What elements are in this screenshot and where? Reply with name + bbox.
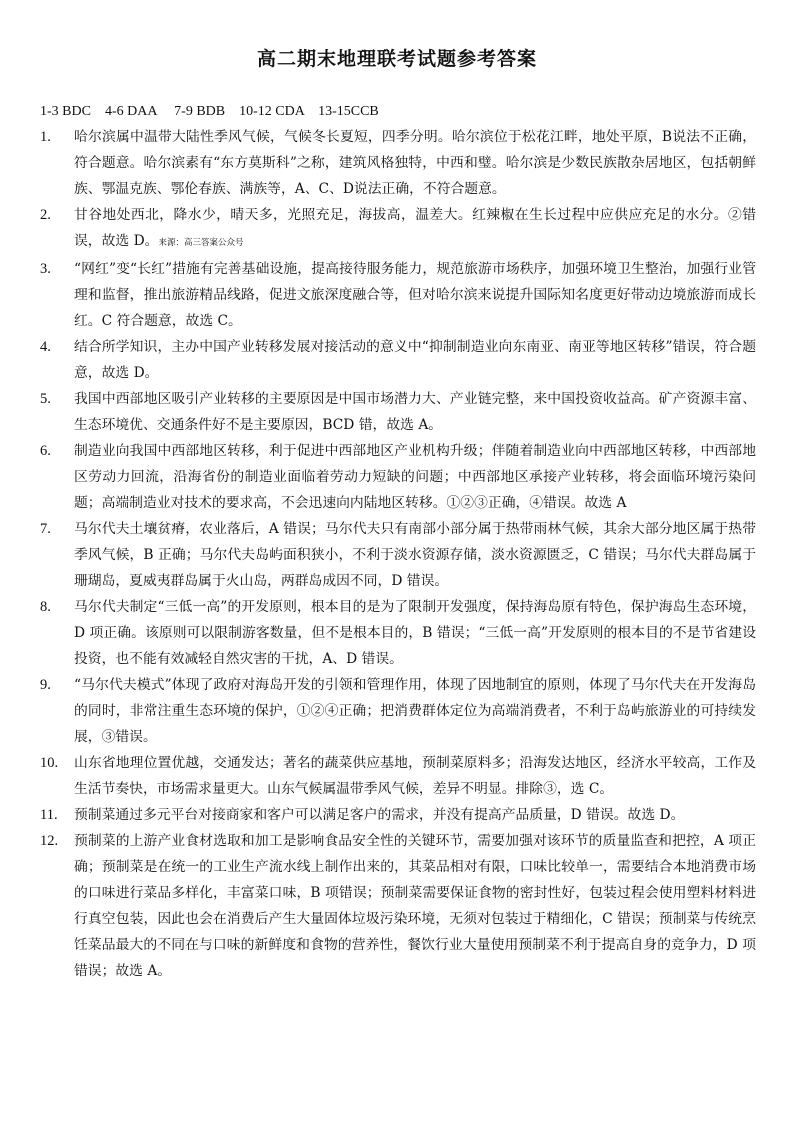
item-text: 山东省地理位置优越，交通发达；著名的蔬菜供应基地，预制菜原料多；沿海发达地区，经济水平较高，工作及生活节奏快，市场需求量更大。山东气候属温带季风气候，差异不明显。排除③，选 C。 xyxy=(74,755,756,797)
item-text: 预制菜通过多元平台对接商家和客户可以满足客户的需求，并没有提高产品质量，D 错误。故选 D。 xyxy=(74,807,685,823)
explanation-item xyxy=(40,828,756,984)
explanation-item xyxy=(40,672,756,750)
explanation-item xyxy=(40,802,756,828)
item-number: 6. xyxy=(40,443,51,459)
explanation-item xyxy=(40,202,756,256)
source-note: 来源：高三答案公众号 xyxy=(158,238,244,248)
item-text: 制造业向我国中西部地区转移，利于促进中西部地区产业机构升级；伴随着制造业向中西部地区转移，中西部地区劳动力回流，沿海省份的制造业面临着劳动力短缺的问题；中西部地区承接产业转移，将会面临环境污染问题；高端制造业对技术的要求高，不会迅速向内陆地区转移。①②③正确，④错误。故选 A xyxy=(74,443,756,511)
answer-key-line: 1-3 BDC 4-6 DAA 7-9 BDB 10-12 CDA 13-15CCB xyxy=(40,104,379,119)
item-text: 结合所学知识，主办中国产业转移发展对接活动的意义中“抑制制造业向东南亚、南亚等地区转移”错误，符合题意，故选 D。 xyxy=(74,339,756,381)
item-text: “网红”变“长红”措施有完善基础设施，提高接待服务能力，规范旅游市场秩序，加强环境卫生整治，加强行业管理和监督，推出旅游精品线路，促进文旅深度融合等，但对哈尔滨来说提升国际知名度更好带动边境旅游而成长红。C 符合题意，故选 C。 xyxy=(74,261,756,329)
item-text: “马尔代夫模式”体现了政府对海岛开发的引领和管理作用，体现了因地制宜的原则，体现了马尔代夫在开发海岛的同时，非常注重生态环境的保护，①②④正确；把消费群体定位为高端消费者，不利于岛屿旅游业的可持续发展，③错误。 xyxy=(74,677,756,745)
item-text: 预制菜的上游产业食材选取和加工是影响食品安全性的关键环节，需要加强对该环节的质量监查和把控，A 项正确；预制菜是在统一的工业生产流水线上制作出来的，其菜品相对有限，口味比较单一，需要结合本地消费市场的口味进行菜品多样化，丰富菜口味，B 项错误；预制菜需要保证食物的密封性好，包装过程会使用塑料材料进行真空包装，因此也会在消费后产生大量固体垃圾污染环境，无须对包装过于精细化，C 错误；预制菜与传统烹饪菜品最大的不同在与口味的新鲜度和食物的营养性，餐饮行业大量使用预制菜不利于提高自身的竞争力，D 项错误；故选 A。 xyxy=(74,833,756,979)
item-number: 12. xyxy=(40,833,59,849)
explanation-item xyxy=(40,256,756,334)
item-text: 哈尔滨属中温带大陆性季风气候，气候冬长夏短，四季分明。哈尔滨位于松花江畔，地处平原，B说法不正确，符合题意。哈尔滨素有“东方莫斯科”之称，建筑风格独特，中西和璧。哈尔滨是少数民族散杂居地区，包括朝鲜族、鄂温克族、鄂伦春族、满族等，A、C、D说法正确，不符合题意。 xyxy=(74,129,756,197)
explanation-item xyxy=(40,594,756,672)
explanation-item xyxy=(40,750,756,802)
explanation-item xyxy=(40,516,756,594)
item-number: 5. xyxy=(40,391,51,407)
item-number: 9. xyxy=(40,677,51,693)
item-number: 3. xyxy=(40,261,51,277)
item-text: 马尔代夫土壤贫瘠，农业落后，A 错误；马尔代夫只有南部小部分属于热带雨林气候，其余大部分地区属于热带季风气候，B 正确；马尔代夫岛屿面积狭小，不利于淡水资源存储，淡水资源匮乏，C 错误；马尔代夫群岛属于珊瑚岛，夏威夷群岛属于火山岛，两群岛成因不同，D 错误。 xyxy=(74,521,756,589)
item-text: 马尔代夫制定“三低一高”的开发原则，根本目的是为了限制开发强度，保持海岛原有特色，保护海岛生态环境，D 项正确。该原则可以限制游客数量，但不是根本目的，B 错误；“三低一高”开发原则的根本目的不是节省建设投资，也不能有效减轻自然灾害的干扰，A、D 错误。 xyxy=(74,599,756,667)
item-number: 1. xyxy=(40,129,51,145)
item-number: 4. xyxy=(40,339,51,355)
page-title: 高二期末地理联考试题参考答案 xyxy=(256,48,537,70)
item-text: 甘谷地处西北，降水少，晴天多，光照充足，海拔高，温差大。红辣椒在生长过程中应供应充足的水分。②错误，故选 D。 xyxy=(74,207,756,249)
explanation-item xyxy=(40,124,756,202)
item-text: 我国中西部地区吸引产业转移的主要原因是中国市场潜力大、产业链完整，来中国投资收益高。矿产资源丰富、生态环境优、交通条件好不是主要原因，BCD 错，故选 A。 xyxy=(74,391,756,433)
item-number: 7. xyxy=(40,521,51,537)
item-number: 11. xyxy=(40,807,58,823)
explanation-item xyxy=(40,334,756,386)
item-number: 8. xyxy=(40,599,51,615)
item-number: 10. xyxy=(40,755,59,771)
item-number: 2. xyxy=(40,207,51,223)
answer-explanations xyxy=(40,124,756,984)
explanation-item xyxy=(40,386,756,438)
explanation-item xyxy=(40,438,756,516)
